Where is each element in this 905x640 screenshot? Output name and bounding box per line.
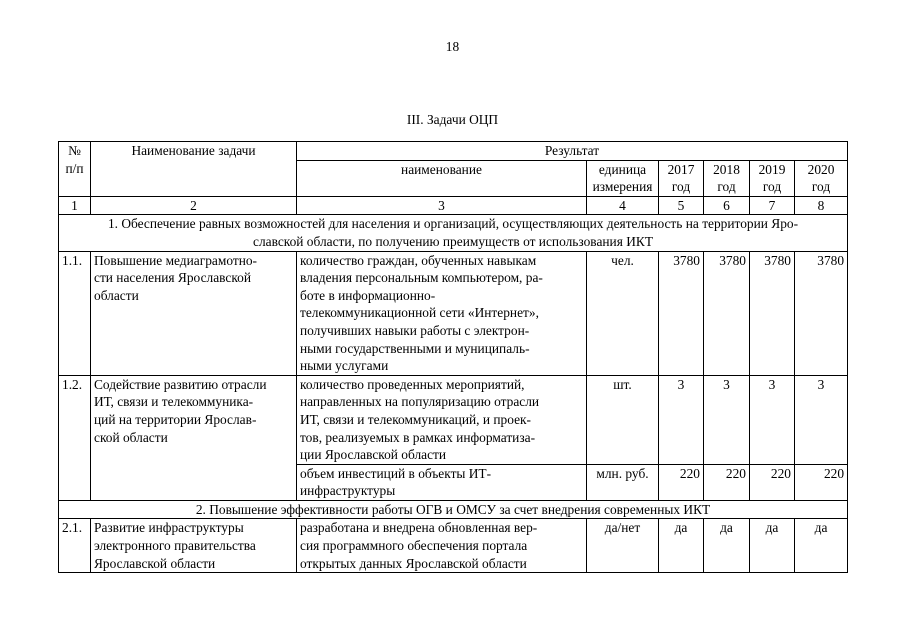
result-name-line: владения персональным компьютером, ра- <box>300 270 543 286</box>
header-year-2017 <box>659 160 704 196</box>
result-value-2018: 3 <box>704 375 750 464</box>
header-unit <box>587 160 659 196</box>
task-num: 1.1. <box>59 251 91 375</box>
result-name-line: тов, реализуемых в рамках информатиза- <box>300 429 536 445</box>
result-unit: шт. <box>587 375 659 464</box>
header-year-2018 <box>704 160 750 196</box>
task-name-line: ций на территории Ярослав- <box>94 411 257 427</box>
result-name <box>297 519 587 573</box>
result-value-2020: 3 <box>795 375 848 464</box>
result-value-2019: 3 <box>750 375 795 464</box>
page-number: 18 <box>445 39 460 54</box>
result-value-2018: 3780 <box>704 251 750 375</box>
section-title-line: славской области, по получению преимуществ от использования ИКТ <box>253 233 654 249</box>
result-name-line: телекоммуникационной сети «Интернет», <box>300 305 539 321</box>
result-value-2019: 3780 <box>750 251 795 375</box>
header-year-line: год <box>762 179 782 195</box>
column-number: 6 <box>704 196 750 215</box>
result-name-line: разработана и внедрена обновленная вер- <box>300 520 538 536</box>
result-value-2018: 220 <box>704 464 750 500</box>
header-unit-line: измерения <box>592 179 653 195</box>
result-unit: чел. <box>587 251 659 375</box>
header-unit-line: единица <box>598 161 647 177</box>
result-name-line: инфраструктуры <box>300 483 396 499</box>
result-value-2017: да <box>659 519 704 573</box>
tasks-table <box>58 141 848 573</box>
task-name-line: Развитие инфраструктуры <box>94 520 244 536</box>
result-unit: да/нет <box>587 519 659 573</box>
task-row <box>59 375 848 464</box>
header-num-line: № <box>68 143 81 158</box>
result-name <box>297 375 587 464</box>
header-year-line: год <box>717 179 736 195</box>
header-year-2019 <box>750 160 795 196</box>
header-year-line: 2020 <box>807 161 835 177</box>
result-value-2019: да <box>750 519 795 573</box>
column-number: 3 <box>297 196 587 215</box>
section-title-cell <box>59 500 848 519</box>
task-name-line: Ярославской области <box>94 555 216 571</box>
header-result: Результат <box>297 142 848 161</box>
task-num: 1.2. <box>59 375 91 500</box>
column-number: 4 <box>587 196 659 215</box>
task-name-line: ИТ, связи и телекоммуника- <box>94 394 254 410</box>
result-name <box>297 251 587 375</box>
header-year-line: 2019 <box>758 161 786 177</box>
task-name <box>91 375 297 500</box>
column-numbers-row <box>59 196 848 215</box>
task-name-line: ской области <box>94 429 168 445</box>
column-number: 1 <box>59 196 91 215</box>
header-task-name: Наименование задачи <box>91 142 297 197</box>
task-name <box>91 519 297 573</box>
column-number: 2 <box>91 196 297 215</box>
task-name-line: сти населения Ярославской <box>94 270 252 286</box>
result-value-2020: да <box>795 519 848 573</box>
column-number: 8 <box>795 196 848 215</box>
header-year-line: 2017 <box>667 161 695 177</box>
result-value-2020: 3780 <box>795 251 848 375</box>
header-result-name: наименование <box>297 160 587 196</box>
task-num: 2.1. <box>59 519 91 573</box>
header-year-line: год <box>811 179 831 195</box>
section-title-line: 1. Обеспечение равных возможностей для населения и организаций, осуществляющих деятельность на территории Яро- <box>107 216 799 232</box>
task-name-line: Повышение медиаграмотно- <box>94 252 258 268</box>
task-name-line: электронного правительства <box>94 538 256 554</box>
header-row <box>59 142 848 161</box>
header-year-line: 2018 <box>713 161 740 177</box>
task-row <box>59 251 848 375</box>
header-year-line: год <box>671 179 691 195</box>
section-row <box>59 215 848 251</box>
result-name-line: получивших навыки работы с электрон- <box>300 322 530 338</box>
result-name-line: направленных на популяризацию отрасли <box>300 394 540 410</box>
header-num <box>59 142 91 197</box>
result-value-2017: 220 <box>659 464 704 500</box>
header-year-2020 <box>795 160 848 196</box>
result-value-2017: 3 <box>659 375 704 464</box>
result-name-line: открытых данных Ярославской области <box>300 555 527 571</box>
result-name-line: количество проведенных мероприятий, <box>300 376 525 392</box>
header-num-line: п/п <box>65 160 84 176</box>
section-title: III. Задачи ОЦП <box>406 112 499 127</box>
result-name <box>297 464 587 500</box>
task-name-line: Содействие развитию отрасли <box>94 376 267 392</box>
result-name-line: боте в информационно- <box>300 287 436 303</box>
task-row <box>59 519 848 573</box>
result-name-line: ными государственными и муниципаль- <box>300 340 530 356</box>
result-value-2020: 220 <box>795 464 848 500</box>
result-name-line: ции Ярославской области <box>300 447 447 463</box>
section-title-line: 2. Повышение эффективности работы ОГВ и ОМСУ за счет внедрения современных ИКТ <box>195 501 711 517</box>
result-unit: млн. руб. <box>587 464 659 500</box>
column-number: 7 <box>750 196 795 215</box>
task-name-line: области <box>94 287 139 303</box>
result-value-2019: 220 <box>750 464 795 500</box>
column-number: 5 <box>659 196 704 215</box>
result-name-line: ИТ, связи и телекоммуникаций, и проек- <box>300 411 532 427</box>
result-name-line: сия программного обеспечения портала <box>300 538 528 554</box>
result-value-2018: да <box>704 519 750 573</box>
section-title-cell <box>59 215 848 251</box>
task-name <box>91 251 297 375</box>
result-value-2017: 3780 <box>659 251 704 375</box>
result-name-line: ными услугами <box>300 358 389 374</box>
result-name-line: объем инвестиций в объекты ИТ- <box>300 465 492 481</box>
section-row <box>59 500 848 519</box>
result-name-line: количество граждан, обученных навыкам <box>300 252 537 268</box>
